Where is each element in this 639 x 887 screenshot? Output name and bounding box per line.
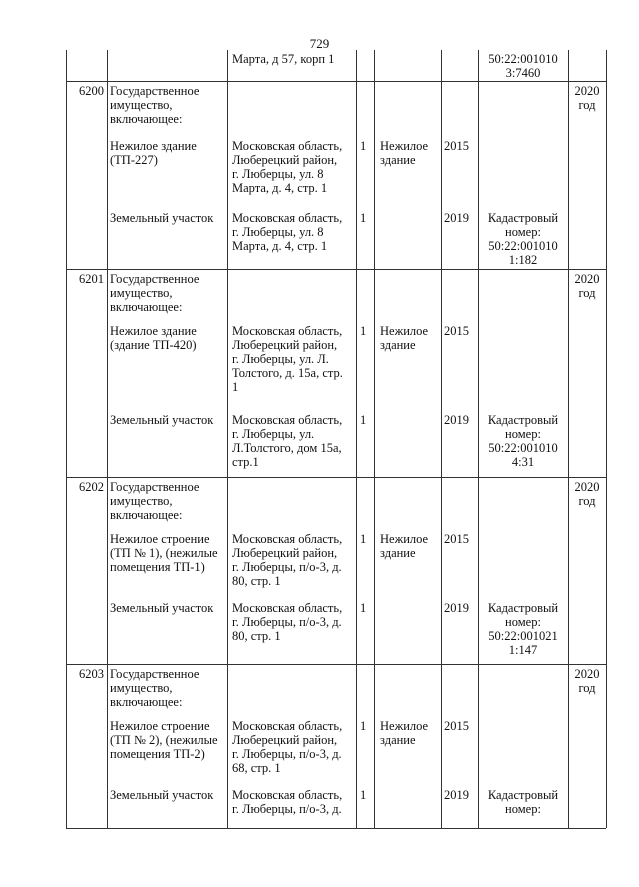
- item-purpose: Нежилое здание: [380, 324, 429, 352]
- record-year-note: 2020 год: [574, 667, 600, 695]
- item-name: Земельный участок: [110, 788, 214, 802]
- item-year: 2019: [444, 211, 469, 225]
- row-rule: [66, 477, 606, 478]
- record-title: Государственное имущество, включающее:: [110, 480, 200, 522]
- item-name: Нежилое строение (ТП № 2), (нежилые помещения ТП-2): [110, 719, 218, 761]
- item-year: 2015: [444, 532, 469, 546]
- item-quantity: 1: [360, 324, 367, 338]
- item-address: Московская область, г. Люберцы, ул. Л.Толстого, дом 15а, стр.1: [232, 413, 343, 469]
- item-purpose: Нежилое здание: [380, 532, 429, 560]
- column-rule: [568, 50, 569, 828]
- item-address: Московская область, Люберецкий район, г. Люберцы, п/о-3, д. 68, стр. 1: [232, 719, 343, 775]
- item-purpose: Нежилое здание: [380, 719, 429, 747]
- item-cadastral-number: Кадастровый номер: 50:22:001010 4:31: [487, 413, 559, 469]
- record-year-note: 2020 год: [574, 84, 600, 112]
- item-name: Земельный участок: [110, 601, 214, 615]
- column-rule: [227, 50, 228, 828]
- column-rule: [66, 50, 67, 828]
- item-quantity: 1: [360, 413, 367, 427]
- item-year: 2015: [444, 139, 469, 153]
- column-rule: [356, 50, 357, 828]
- item-quantity: 1: [360, 788, 367, 802]
- item-address: Московская область, г. Люберцы, п/о-3, д. 80, стр. 1: [232, 601, 343, 643]
- item-year: 2019: [444, 601, 469, 615]
- cadastral-cell: 50:22:001010 3:7460: [488, 52, 558, 80]
- item-year: 2019: [444, 788, 469, 802]
- item-address: Московская область, Люберецкий район, г. Люберцы, п/о-3, д. 80, стр. 1: [232, 532, 343, 588]
- item-quantity: 1: [360, 211, 367, 225]
- item-year: 2019: [444, 413, 469, 427]
- item-cadastral-number: Кадастровый номер: 50:22:001010 1:182: [487, 211, 559, 267]
- item-address: Московская область, г. Люберцы, п/о-3, д.: [232, 788, 343, 816]
- column-rule: [441, 50, 442, 828]
- record-number: 6202: [79, 480, 104, 494]
- item-year: 2015: [444, 719, 469, 733]
- item-name: Земельный участок: [110, 413, 214, 427]
- record-title: Государственное имущество, включающее:: [110, 667, 200, 709]
- item-quantity: 1: [360, 139, 367, 153]
- column-rule: [478, 50, 479, 828]
- column-rule: [374, 50, 375, 828]
- item-purpose: Нежилое здание: [380, 139, 429, 167]
- item-cadastral-number: Кадастровый номер: 50:22:001021 1:147: [487, 601, 559, 657]
- item-quantity: 1: [360, 719, 367, 733]
- row-rule: [66, 828, 606, 829]
- record-title: Государственное имущество, включающее:: [110, 272, 200, 314]
- page-number: 729: [309, 36, 330, 51]
- item-address: Московская область, Люберецкий район, г. Люберцы, ул. Л. Толстого, д. 15а, стр. 1: [232, 324, 343, 394]
- item-name: Нежилое здание (здание ТП-420): [110, 324, 197, 352]
- record-number: 6201: [79, 272, 104, 286]
- row-rule: [66, 269, 606, 270]
- address-cell: Марта, д 57, корп 1: [232, 52, 335, 66]
- item-quantity: 1: [360, 532, 367, 546]
- item-address: Московская область, г. Люберцы, ул. 8 Марта, д. 4, стр. 1: [232, 211, 343, 253]
- item-cadastral-number: Кадастровый номер:: [487, 788, 559, 816]
- record-year-note: 2020 год: [574, 480, 600, 508]
- item-name: Нежилое здание (ТП-227): [110, 139, 197, 167]
- record-number: 6200: [79, 84, 104, 98]
- record-number: 6203: [79, 667, 104, 681]
- item-name: Земельный участок: [110, 211, 214, 225]
- item-address: Московская область, Люберецкий район, г. Люберцы, ул. 8 Марта, д. 4, стр. 1: [232, 139, 343, 195]
- row-rule: [66, 81, 606, 82]
- column-rule: [606, 50, 607, 828]
- column-rule: [107, 50, 108, 828]
- row-rule: [66, 664, 606, 665]
- item-quantity: 1: [360, 601, 367, 615]
- record-title: Государственное имущество, включающее:: [110, 84, 200, 126]
- item-name: Нежилое строение (ТП № 1), (нежилые помещения ТП-1): [110, 532, 218, 574]
- item-year: 2015: [444, 324, 469, 338]
- record-year-note: 2020 год: [574, 272, 600, 300]
